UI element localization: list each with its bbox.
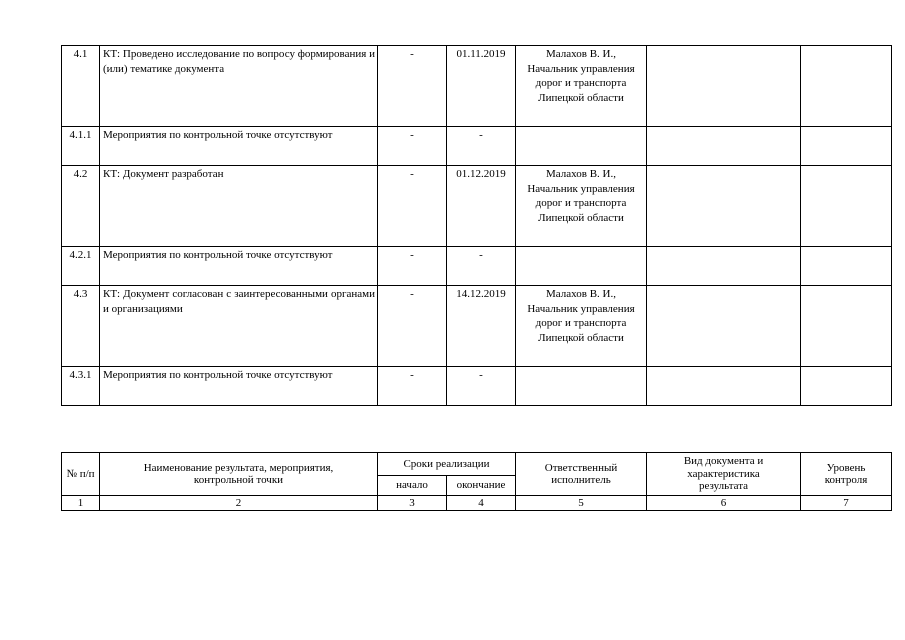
row-number: 4.1.1 [62,127,100,166]
row-executor [516,367,647,406]
row-name: Мероприятия по контрольной точке отсутствуют [100,127,378,166]
row-executor [516,46,647,127]
row-start: - [378,166,447,247]
row-document [647,247,801,286]
row-executor [516,127,647,166]
row-document [647,46,801,127]
row-executor [516,166,647,247]
row-level [801,166,892,247]
row-start: - [378,46,447,127]
header-number-6: 6 [647,496,801,511]
row-number: 4.3 [62,286,100,367]
table-row [62,127,892,166]
row-level [801,367,892,406]
row-level [801,286,892,367]
table-row [62,286,892,367]
executor-name: Малахов В. И., [546,288,616,300]
main-table [61,45,892,406]
executor-name: Малахов В. И., [546,168,616,180]
row-document [647,166,801,247]
header-col-terms: Сроки реализации [378,453,516,476]
header-col-num: № п/п [62,453,100,496]
row-executor [516,247,647,286]
header-number-7: 7 [801,496,892,511]
header-col-start: начало [378,476,447,496]
row-level [801,247,892,286]
row-name: КТ: Проведено исследование по вопросу формирования и (или) тематике документа [100,46,378,127]
header-col-name: Наименование результата, мероприятия, контрольной точки [100,453,378,496]
row-name: КТ: Документ согласован с заинтересованными органами и организациями [100,286,378,367]
header-col-end: окончание [447,476,516,496]
row-document [647,286,801,367]
row-document [647,367,801,406]
row-number: 4.1 [62,46,100,127]
row-end: 14.12.2019 [447,286,516,367]
table-row [62,46,892,127]
row-number: 4.3.1 [62,367,100,406]
header-number-1: 1 [62,496,100,511]
executor-name: Малахов В. И., [546,48,616,60]
header-number-5: 5 [516,496,647,511]
header-table [61,452,892,511]
table-row [62,367,892,406]
table-row [62,166,892,247]
row-start: - [378,247,447,286]
row-name: Мероприятия по контрольной точке отсутствуют [100,247,378,286]
row-level [801,127,892,166]
executor-position: Начальник управления дорог и транспорта Липецкой области [527,302,635,344]
row-end: - [447,367,516,406]
row-start: - [378,127,447,166]
row-document [647,127,801,166]
row-end: 01.11.2019 [447,46,516,127]
header-col-doc: Вид документа и характеристика результата [647,453,801,496]
header-number-3: 3 [378,496,447,511]
row-name: Мероприятия по контрольной точке отсутствуют [100,367,378,406]
row-start: - [378,367,447,406]
row-end: - [447,127,516,166]
row-name: КТ: Документ разработан [100,166,378,247]
executor-position: Начальник управления дорог и транспорта Липецкой области [527,62,635,104]
header-col-executor: Ответственный исполнитель [516,453,647,496]
row-executor [516,286,647,367]
executor-position: Начальник управления дорог и транспорта Липецкой области [527,182,635,224]
row-end: 01.12.2019 [447,166,516,247]
main-table-body [62,46,892,406]
header-number-2: 2 [100,496,378,511]
row-level [801,46,892,127]
header-number-4: 4 [447,496,516,511]
row-number: 4.2 [62,166,100,247]
table-row [62,247,892,286]
header-col-level: Уровень контроля [801,453,892,496]
row-start: - [378,286,447,367]
row-number: 4.2.1 [62,247,100,286]
row-end: - [447,247,516,286]
